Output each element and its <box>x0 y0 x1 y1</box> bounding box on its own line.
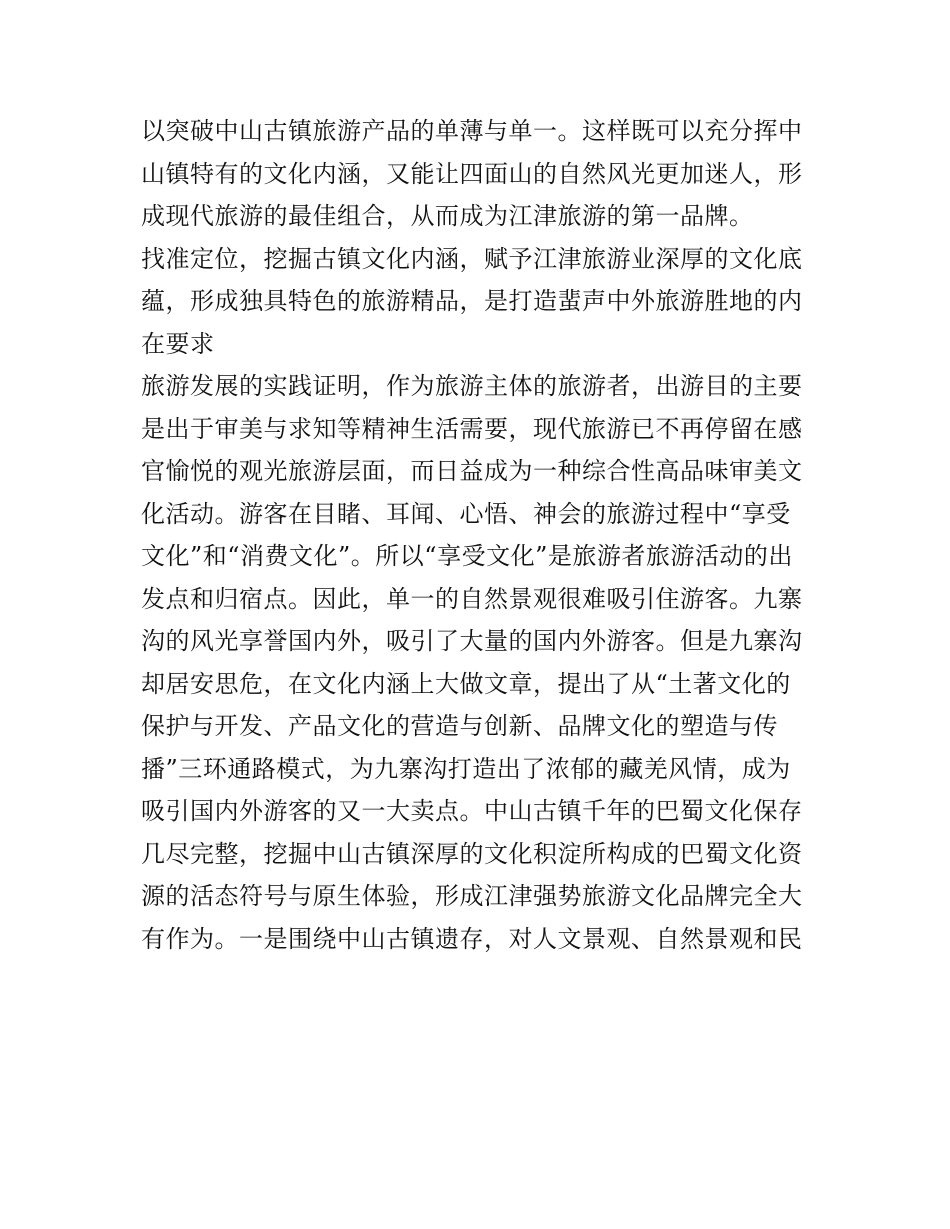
text-line: 在要求 <box>141 329 215 358</box>
text-line: 源的活态符号与原生体验，形成江津强势旅游文化品牌完全大 <box>141 882 803 910</box>
text-line: 吸引国内外游客的又一大卖点。中山古镇千年的巴蜀文化保存 <box>141 797 803 825</box>
text-line: 文化”和“消费文化”。所以“享受文化”是旅游者旅游活动的出 <box>141 542 793 570</box>
paragraph-3 <box>141 365 813 960</box>
text-line: 是出于审美与求知等精神生活需要，现代旅游已不再停留在感 <box>141 414 803 443</box>
text-line: 蕴，形成独具特色的旅游精品，是打造蜚声中外旅游胜地的内 <box>141 287 803 315</box>
text-line: 找准定位，挖掘古镇文化内涵，赋予江津旅游业深厚的文化底 <box>141 244 803 273</box>
text-line: 几尽完整，挖掘中山古镇深厚的文化积淀所构成的巴蜀文化资 <box>141 839 803 868</box>
text-line: 播”三环通路模式，为九寨沟打造出了浓郁的藏羌风情，成为 <box>141 754 791 783</box>
paragraph-1 <box>141 110 813 238</box>
text-line: 官愉悦的观光旅游层面，而日益成为一种综合性高品味审美文 <box>141 457 803 485</box>
text-line: 有作为。一是围绕中山古镇遗存，对人文景观、自然景观和民 <box>141 924 803 953</box>
paragraph-2-heading <box>141 238 813 366</box>
text-line: 发点和归宿点。因此，单一的自然景观很难吸引住游客。九寨 <box>141 584 803 613</box>
text-line: 以突破中山古镇旅游产品的单薄与单一。这样既可以充分挥中 <box>141 117 803 145</box>
text-line: 旅游发展的实践证明，作为旅游主体的旅游者，出游目的主要 <box>141 372 803 400</box>
text-line: 化活动。游客在目睹、耳闻、心悟、神会的旅游过程中“享受 <box>141 499 791 528</box>
text-line: 保护与开发、产品文化的营造与创新、品牌文化的塑造与传 <box>141 712 778 740</box>
text-line: 却居安思危，在文化内涵上大做文章，提出了从“土著文化的 <box>141 669 791 698</box>
text-line: 沟的风光享誉国内外，吸引了大量的国内外游客。但是九寨沟 <box>141 627 803 655</box>
body-text <box>141 110 813 960</box>
text-line: 成现代旅游的最佳组合，从而成为江津旅游的第一品牌。 <box>141 202 754 230</box>
text-line: 山镇特有的文化内涵，又能让四面山的自然风光更加迷人，形 <box>141 159 803 188</box>
